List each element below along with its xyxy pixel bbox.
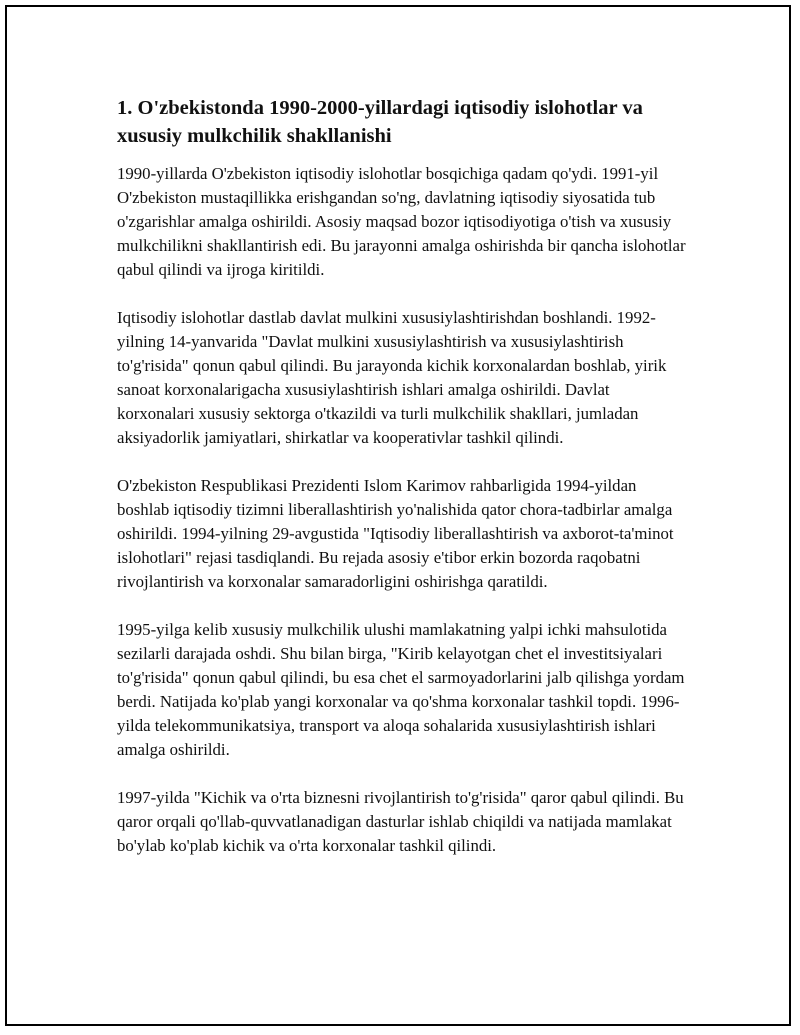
paragraph-5: 1997-yilda "Kichik va o'rta biznesni rivojlantirish to'g'risida" qaror qabul qilindi. Bu qaror orqali qo'llab-quvvatlanadigan dasturlar ishlab chiqildi va natijada mamlakat bo'ylab ko'plab kichik va o'rta korxonalar tashkil qilindi.	[117, 788, 684, 855]
paragraph-4: 1995-yilga kelib xususiy mulkchilik ulushi mamlakatning yalpi ichki mahsulotida sezilarli darajada oshdi. Shu bilan birga, "Kirib kelayotgan chet el investitsiyalari to'g'risida" qonun qabul qilindi, bu esa chet el sarmoyadorlarini jalb qilishga yordam berdi. Natijada ko'plab yangi korxonalar va qo'shma korxonalar tashkil topdi. 1996-yilda telekommunikatsiya, transport va aloqa sohalarida xususiylashtirish ishlari amalga oshirildi.	[117, 620, 685, 759]
paragraph-1: 1990-yillarda O'zbekiston iqtisodiy islohotlar bosqichiga qadam qo'ydi. 1991-yil O'zbekiston mustaqillikka erishgandan so'ng, davlatning iqtisodiy siyosatida tub o'zgarishlar amalga oshirildi. Asosiy maqsad bozor iqtisodiyotiga o'tish va xususiy mulkchilikni shakllantirish edi. Bu jarayonni amalga oshirishda bir qancha islohotlar qabul qilindi va ijroga kiritildi.	[117, 164, 686, 279]
paragraph-3: O'zbekiston Respublikasi Prezidenti Islom Karimov rahbarligida 1994-yildan boshlab iqtisodiy tizimni liberallashtirish yo'nalishida qator chora-tadbirlar amalga oshirildi. 1994-yilning 29-avgustida "Iqtisodiy liberallashtirish va axborot-ta'minot islohotlari" rejasi tasdiqlandi. Bu rejada asosiy e'tibor erkin bozorda raqobatni rivojlantirish va korxonalar samaradorligini oshirishga qaratildi.	[117, 476, 674, 591]
document-body	[117, 94, 689, 882]
paragraph-2: Iqtisodiy islohotlar dastlab davlat mulkini xususiylashtirishdan boshlandi. 1992-yilning 14-yanvarida "Davlat mulkini xususiylashtirish va xususiylashtirish to'g'risida" qonun qabul qilindi. Bu jarayonda kichik korxonalardan boshlab, yirik sanoat korxonalarigacha xususiylashtirish ishlari amalga oshirildi. Davlat korxonalari xususiy sektorga o'tkazildi va turli mulkchilik shakllari, jumladan aksiyadorlik jamiyatlari, shirkatlar va kooperativlar tashkil qilindi.	[117, 308, 667, 447]
document-title: 1. O'zbekistonda 1990-2000-yillardagi iqtisodiy islohotlar va xususiy mulkchilik shakllanishi	[117, 97, 643, 147]
